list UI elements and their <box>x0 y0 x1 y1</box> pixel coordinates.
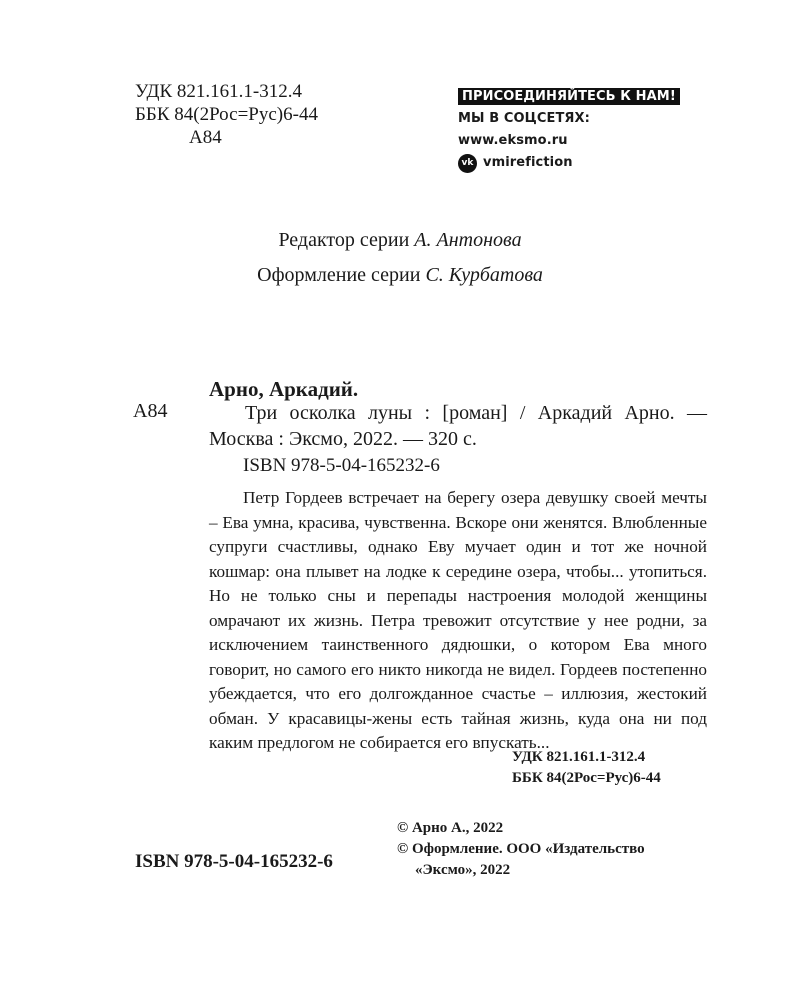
vk-row[interactable] <box>458 152 680 174</box>
vk-handle[interactable]: vmirefiction <box>483 155 573 170</box>
website-link[interactable]: www.eksmo.ru <box>458 133 568 148</box>
isbn-bottom: ISBN 978-5-04-165232-6 <box>135 851 333 872</box>
copyright-block <box>397 818 645 881</box>
bbk-code-bottom: ББК 84(2Рос=Рус)6-44 <box>512 770 661 786</box>
copyright-line-author: © Арно А., 2022 <box>397 820 504 836</box>
udk-code: УДК 821.161.1-312.4 <box>135 81 302 102</box>
social-subtitle: МЫ В СОЦСЕТЯХ: <box>458 111 590 126</box>
annotation-paragraph: Петр Гордеев встречает на берегу озера девушку своей мечты – Ева умна, красива, чувственна. Вскоре они женятся. Влюбленные супруги счастливы, однако Еву мучает один и тот же ночной кошмар: она плывет на лодке к середине озера, чтобы... утопиться. Но не только сны и перепады настроения молодой женщины омрачают их жизнь. Петра тревожит отсутствие у нее родни, за исключением таинственного дядюшки, о котором Ева много говорит, но самого его никто никогда не видел. Гордеев постепенно убеждается, что его долгожданное счастье – иллюзия, жестокий обман. У красавицы-жены есть тайная жизнь, куда она ни под каким предлогом не собирается его впускать... <box>209 488 707 752</box>
catalog-code: А84 <box>133 400 168 422</box>
social-block <box>458 86 680 174</box>
join-us-banner: ПРИСОЕДИНЯЙТЕСЬ К НАМ! <box>458 88 680 105</box>
design-label: Оформление серии <box>257 264 421 286</box>
catalog-title <box>209 400 707 452</box>
copyright-line-design: © Оформление. ООО «Издательство <box>397 841 645 857</box>
author-mark: А84 <box>189 127 222 148</box>
copyright-line-publisher: «Эксмо», 2022 <box>415 862 511 878</box>
classification-codes-bottom <box>512 747 661 789</box>
catalog-title-text: Три осколка луны : [роман] / Аркадий Арно. — Москва : Эксмо, 2022. — 320 с. <box>209 402 707 450</box>
design-name: С. Курбатова <box>425 264 543 286</box>
catalog-isbn: ISBN 978-5-04-165232-6 <box>243 455 440 476</box>
editor-label: Редактор серии <box>278 229 410 251</box>
udk-code-bottom: УДК 821.161.1-312.4 <box>512 749 646 765</box>
editor-name: А. Антонова <box>414 229 522 251</box>
catalog-author: Арно, Аркадий. <box>209 377 359 401</box>
vk-icon: vk <box>458 154 477 173</box>
classification-codes-top <box>135 80 318 149</box>
series-editor-credit <box>0 229 800 252</box>
bbk-code: ББК 84(2Рос=Рус)6-44 <box>135 104 318 125</box>
series-design-credit <box>0 264 800 287</box>
